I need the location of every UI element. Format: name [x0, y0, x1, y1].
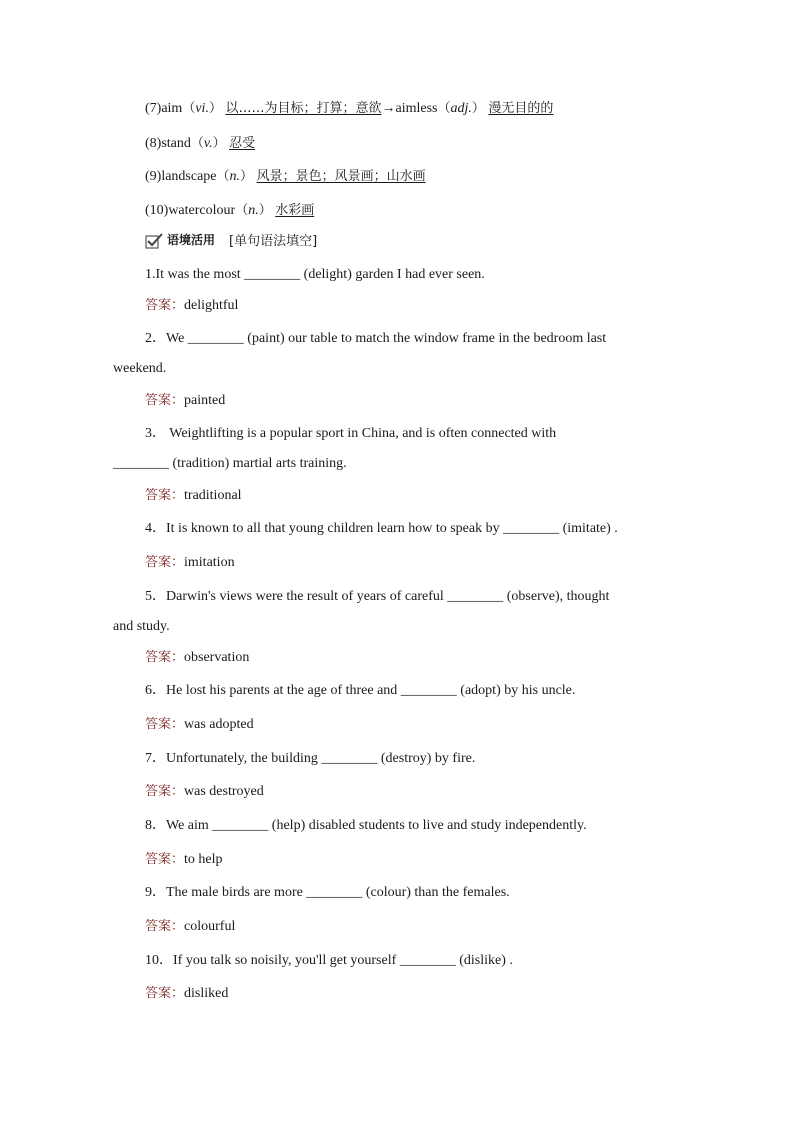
pos-paren: ）: [240, 169, 254, 184]
answer-text: observation: [184, 650, 250, 665]
question-2-cont: weekend.: [113, 361, 167, 376]
answer-6: [145, 716, 254, 734]
pos-paren: （: [235, 203, 249, 218]
answer-9: [145, 918, 235, 936]
vocab-line-10: [145, 202, 314, 220]
vocab-word: (8)stand: [145, 136, 191, 151]
question-5-cont: and study.: [113, 619, 170, 634]
vocab-line-8: [145, 135, 255, 153]
section-title: 语境活用: [167, 233, 216, 247]
answer-text: was adopted: [184, 717, 254, 732]
answer-8: [145, 851, 223, 869]
question-7: 7．Unfortunately, the building ________ (destroy) by fire.: [145, 751, 476, 766]
vocab-meaning: 风景；景色；风景画；山水画: [256, 169, 426, 184]
vocab-word: (9)landscape: [145, 169, 217, 184]
pos-paren: （: [190, 136, 204, 151]
pos-paren: （: [216, 169, 230, 184]
answer-text: colourful: [184, 919, 236, 934]
answer-2: [145, 392, 225, 410]
answer-label: 答案：: [145, 986, 185, 1001]
question-4: 4．It is known to all that young children learn how to speak by ________ (imitate) .: [145, 521, 618, 536]
question-5: 5．Darwin's views were the result of years of careful ________ (observe), thought: [145, 589, 610, 604]
answer-label: 答案：: [145, 393, 185, 408]
pos-paren: ）: [471, 101, 485, 116]
pos-paren: （: [182, 101, 196, 116]
part-of-speech: n.: [229, 169, 241, 184]
pos-paren: ）: [258, 203, 272, 218]
part-of-speech: v.: [203, 136, 213, 151]
vocab-word: (10)watercolour: [145, 203, 236, 218]
pos-paren: ）: [208, 101, 222, 116]
answer-label: 答案：: [145, 488, 185, 503]
part-of-speech: n.: [248, 203, 259, 218]
answer-text: to help: [184, 852, 223, 867]
vocab-line-9: [145, 168, 426, 186]
vocab-meaning: 以……为目标；打算；意欲: [225, 101, 382, 116]
answer-label: 答案：: [145, 784, 185, 799]
derived-word: →aimless: [381, 101, 438, 116]
vocab-meaning: 漫无目的的: [488, 101, 554, 116]
answer-text: imitation: [184, 555, 235, 570]
question-2: 2．We ________ (paint) our table to match the window frame in the bedroom last: [145, 331, 607, 346]
question-8: 8．We aim ________ (help) disabled students to live and study independently.: [145, 818, 587, 833]
answer-label: 答案：: [145, 298, 185, 313]
part-of-speech: vi.: [195, 101, 209, 116]
answer-3: [145, 487, 242, 505]
answer-1: [145, 297, 238, 315]
answer-label: 答案：: [145, 717, 185, 732]
question-10: 10．If you talk so noisily, you'll get yourself ________ (dislike) .: [145, 953, 513, 968]
question-6: 6．He lost his parents at the age of three and ________ (adopt) by his uncle.: [145, 683, 576, 698]
answer-10: [145, 985, 228, 1003]
check-box-icon: [145, 233, 161, 247]
vocab-meaning: 水彩画: [275, 203, 315, 218]
answer-text: was destroyed: [184, 784, 264, 799]
answer-text: painted: [184, 393, 226, 408]
pos-paren: （: [437, 101, 451, 116]
answer-7: [145, 783, 264, 801]
vocab-meaning: 忍受: [229, 136, 256, 151]
pos-paren: ）: [212, 136, 226, 151]
answer-5: [145, 649, 249, 667]
part-of-speech: adj.: [450, 101, 472, 116]
vocab-word: (7)aim: [145, 101, 183, 116]
answer-4: [145, 554, 235, 572]
question-3: 3． Weightlifting is a popular sport in China, and is often connected with: [145, 426, 557, 441]
question-9: 9．The male birds are more ________ (colour) than the females.: [145, 885, 510, 900]
question-1: 1.It was the most ________ (delight) garden I had ever seen.: [145, 267, 485, 282]
section-header: [145, 230, 317, 249]
question-3-cont: ________ (tradition) martial arts training.: [113, 456, 347, 471]
answer-text: delightful: [184, 298, 239, 313]
answer-text: traditional: [184, 488, 242, 503]
answer-label: 答案：: [145, 555, 185, 570]
vocab-line-7: [145, 100, 553, 118]
answer-label: 答案：: [145, 919, 185, 934]
answer-label: 答案：: [145, 650, 185, 665]
answer-text: disliked: [184, 986, 229, 1001]
answer-label: 答案：: [145, 852, 185, 867]
section-subtitle: [单句语法填空]: [229, 234, 318, 249]
